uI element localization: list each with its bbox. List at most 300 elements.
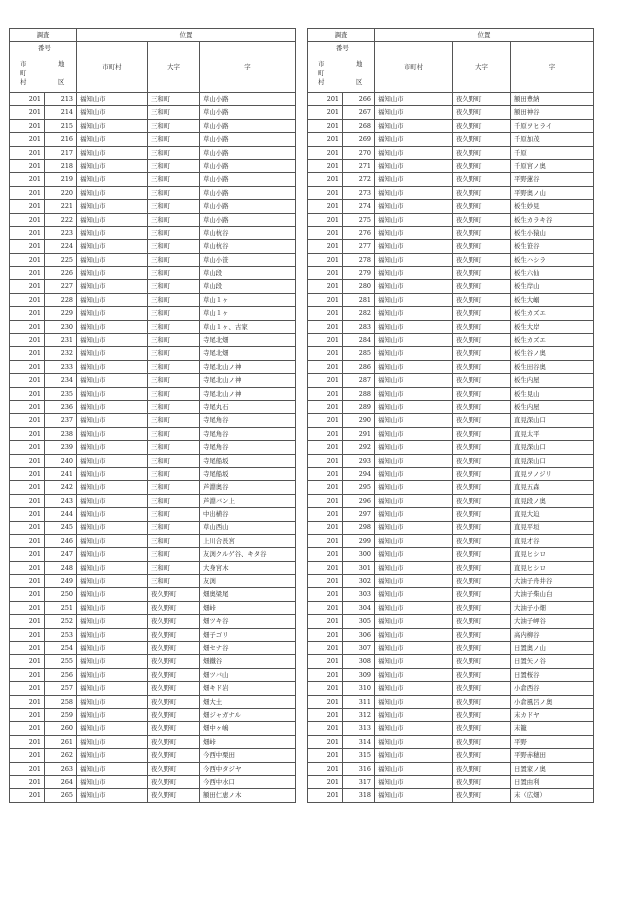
cell-municipality: 福知山市 bbox=[375, 200, 453, 213]
cell-oaza: 夜久野町 bbox=[453, 722, 511, 735]
cell-oaza: 夜久野町 bbox=[148, 735, 200, 748]
cell-city-code: 201 bbox=[10, 320, 45, 333]
cell-oaza: 夜久野町 bbox=[148, 789, 200, 802]
cell-aza: 畑峠 bbox=[200, 601, 296, 614]
header-mura: 村 bbox=[20, 78, 27, 86]
cell-oaza: 夜久野町 bbox=[453, 307, 511, 320]
cell-oaza: 夜久野町 bbox=[148, 722, 200, 735]
cell-municipality: 福知山市 bbox=[77, 240, 148, 253]
cell-oaza: 夜久野町 bbox=[453, 267, 511, 280]
cell-district-code: 301 bbox=[343, 561, 375, 574]
cell-city-code: 201 bbox=[10, 575, 45, 588]
cell-district-code: 275 bbox=[343, 213, 375, 226]
cell-district-code: 270 bbox=[343, 146, 375, 159]
table-row bbox=[308, 253, 594, 266]
cell-district-code: 299 bbox=[343, 534, 375, 547]
cell-district-code: 276 bbox=[343, 226, 375, 239]
cell-district-code: 259 bbox=[45, 708, 77, 721]
table-body-left bbox=[10, 93, 296, 803]
cell-municipality: 福知山市 bbox=[375, 601, 453, 614]
cell-municipality: 福知山市 bbox=[375, 267, 453, 280]
cell-city-code: 201 bbox=[308, 601, 343, 614]
table-row bbox=[10, 668, 296, 681]
cell-aza: 末籠 bbox=[511, 722, 594, 735]
cell-aza: 畑中ヶ嶋 bbox=[200, 722, 296, 735]
cell-city-code: 201 bbox=[308, 508, 343, 521]
cell-city-code: 201 bbox=[10, 213, 45, 226]
table-row bbox=[308, 762, 594, 775]
cell-oaza: 夜久野町 bbox=[453, 173, 511, 186]
cell-municipality: 福知山市 bbox=[375, 387, 453, 400]
cell-district-code: 263 bbox=[45, 762, 77, 775]
cell-district-code: 236 bbox=[45, 400, 77, 413]
cell-aza: 高内柳谷 bbox=[511, 628, 594, 641]
cell-oaza: 夜久野町 bbox=[453, 601, 511, 614]
cell-oaza: 夜久野町 bbox=[148, 708, 200, 721]
header-shichoson: 市町村 bbox=[77, 42, 148, 93]
table-row bbox=[10, 534, 296, 547]
cell-district-code: 262 bbox=[45, 749, 77, 762]
cell-district-code: 269 bbox=[343, 133, 375, 146]
cell-oaza: 夜久野町 bbox=[453, 494, 511, 507]
cell-city-code: 201 bbox=[308, 93, 343, 106]
cell-aza: 直見深山口 bbox=[511, 454, 594, 467]
table-row bbox=[308, 334, 594, 347]
cell-district-code: 253 bbox=[45, 628, 77, 641]
cell-district-code: 237 bbox=[45, 414, 77, 427]
cell-city-code: 201 bbox=[308, 253, 343, 266]
cell-district-code: 218 bbox=[45, 159, 77, 172]
header-bango: 番号 bbox=[38, 44, 51, 52]
cell-aza: 寺尾角谷 bbox=[200, 427, 296, 440]
cell-municipality: 福知山市 bbox=[77, 548, 148, 561]
survey-table-right bbox=[307, 28, 594, 803]
table-row bbox=[308, 320, 594, 333]
cell-city-code: 201 bbox=[308, 347, 343, 360]
cell-city-code: 201 bbox=[10, 508, 45, 521]
cell-municipality: 福知山市 bbox=[77, 695, 148, 708]
header-shi: 市 bbox=[20, 60, 27, 68]
cell-municipality: 福知山市 bbox=[375, 454, 453, 467]
cell-aza: 平野赤穂田 bbox=[511, 749, 594, 762]
cell-city-code: 201 bbox=[10, 749, 45, 762]
cell-municipality: 福知山市 bbox=[375, 789, 453, 802]
cell-city-code: 201 bbox=[308, 722, 343, 735]
cell-oaza: 夜久野町 bbox=[453, 240, 511, 253]
cell-aza: 寺尾丸石 bbox=[200, 400, 296, 413]
cell-municipality: 福知山市 bbox=[77, 106, 148, 119]
cell-city-code: 201 bbox=[308, 575, 343, 588]
cell-oaza: 夜久野町 bbox=[148, 682, 200, 695]
cell-aza: 日置桜谷 bbox=[511, 668, 594, 681]
table-row bbox=[10, 548, 296, 561]
cell-municipality: 福知山市 bbox=[77, 642, 148, 655]
cell-district-code: 264 bbox=[45, 775, 77, 788]
cell-district-code: 311 bbox=[343, 695, 375, 708]
table-row bbox=[10, 119, 296, 132]
cell-oaza: 夜久野町 bbox=[453, 534, 511, 547]
cell-city-code: 201 bbox=[10, 133, 45, 146]
table-row bbox=[308, 360, 594, 373]
cell-aza: 直見五森 bbox=[511, 481, 594, 494]
cell-city-code: 201 bbox=[308, 119, 343, 132]
cell-municipality: 福知山市 bbox=[77, 588, 148, 601]
cell-district-code: 267 bbox=[343, 106, 375, 119]
cell-municipality: 福知山市 bbox=[77, 508, 148, 521]
cell-municipality: 福知山市 bbox=[77, 267, 148, 280]
cell-city-code: 201 bbox=[10, 387, 45, 400]
table-row bbox=[10, 414, 296, 427]
table-row bbox=[308, 628, 594, 641]
cell-oaza: 三和町 bbox=[148, 414, 200, 427]
header-mura: 村 bbox=[318, 78, 325, 86]
table-row bbox=[308, 521, 594, 534]
cell-oaza: 三和町 bbox=[148, 240, 200, 253]
cell-oaza: 夜久野町 bbox=[453, 146, 511, 159]
cell-aza: 板生カズエ bbox=[511, 307, 594, 320]
cell-city-code: 201 bbox=[10, 441, 45, 454]
cell-oaza: 夜久野町 bbox=[453, 682, 511, 695]
cell-city-code: 201 bbox=[10, 226, 45, 239]
table-row bbox=[308, 588, 594, 601]
cell-district-code: 261 bbox=[45, 735, 77, 748]
cell-municipality: 福知山市 bbox=[77, 655, 148, 668]
cell-municipality: 福知山市 bbox=[77, 400, 148, 413]
cell-aza: 直見段ノ奥 bbox=[511, 494, 594, 507]
table-row bbox=[308, 213, 594, 226]
cell-district-code: 214 bbox=[45, 106, 77, 119]
header-chosa-text: 調査 bbox=[334, 30, 348, 39]
cell-city-code: 201 bbox=[10, 668, 45, 681]
cell-district-code: 278 bbox=[343, 253, 375, 266]
cell-oaza: 三和町 bbox=[148, 508, 200, 521]
header-chi: 地 bbox=[58, 60, 65, 68]
cell-district-code: 285 bbox=[343, 347, 375, 360]
cell-oaza: 三和町 bbox=[148, 521, 200, 534]
cell-oaza: 夜久野町 bbox=[453, 642, 511, 655]
cell-aza: 板生六仙 bbox=[511, 267, 594, 280]
cell-district-code: 318 bbox=[343, 789, 375, 802]
cell-municipality: 福知山市 bbox=[77, 467, 148, 480]
cell-municipality: 福知山市 bbox=[375, 360, 453, 373]
cell-city-code: 201 bbox=[308, 789, 343, 802]
cell-aza: 平野奥ノ山 bbox=[511, 186, 594, 199]
table-row bbox=[10, 735, 296, 748]
cell-municipality: 福知山市 bbox=[77, 374, 148, 387]
cell-district-code: 288 bbox=[343, 387, 375, 400]
cell-aza: 草山小路 bbox=[200, 93, 296, 106]
cell-municipality: 福知山市 bbox=[77, 307, 148, 320]
cell-municipality: 福知山市 bbox=[77, 320, 148, 333]
table-row bbox=[308, 173, 594, 186]
cell-aza: 平野 bbox=[511, 735, 594, 748]
table-row bbox=[10, 173, 296, 186]
table-row bbox=[10, 374, 296, 387]
cell-municipality: 福知山市 bbox=[77, 775, 148, 788]
cell-district-code: 246 bbox=[45, 534, 77, 547]
cell-city-code: 201 bbox=[308, 360, 343, 373]
cell-city-code: 201 bbox=[308, 374, 343, 387]
cell-oaza: 夜久野町 bbox=[453, 615, 511, 628]
cell-oaza: 夜久野町 bbox=[453, 280, 511, 293]
cell-aza: 畑奥梁尾 bbox=[200, 588, 296, 601]
cell-aza: 今西中タジヤ bbox=[200, 762, 296, 775]
cell-municipality: 福知山市 bbox=[77, 186, 148, 199]
header-chi: 地 bbox=[356, 60, 363, 68]
cell-municipality: 福知山市 bbox=[77, 534, 148, 547]
cell-oaza: 夜久野町 bbox=[453, 387, 511, 400]
table-row bbox=[308, 682, 594, 695]
cell-aza: 寺尾船坂 bbox=[200, 454, 296, 467]
cell-oaza: 三和町 bbox=[148, 267, 200, 280]
cell-oaza: 三和町 bbox=[148, 320, 200, 333]
cell-oaza: 三和町 bbox=[148, 360, 200, 373]
cell-district-code: 255 bbox=[45, 655, 77, 668]
cell-oaza: 夜久野町 bbox=[453, 508, 511, 521]
cell-oaza: 夜久野町 bbox=[453, 374, 511, 387]
cell-aza: 直見太平 bbox=[511, 427, 594, 440]
cell-aza: 畑セナ谷 bbox=[200, 642, 296, 655]
cell-municipality: 福知山市 bbox=[375, 668, 453, 681]
cell-municipality: 福知山市 bbox=[375, 521, 453, 534]
cell-oaza: 三和町 bbox=[148, 481, 200, 494]
cell-oaza: 夜久野町 bbox=[453, 200, 511, 213]
cell-aza: 草山西山 bbox=[200, 521, 296, 534]
cell-oaza: 夜久野町 bbox=[453, 521, 511, 534]
cell-aza: 小倉風呂ノ奥 bbox=[511, 695, 594, 708]
cell-oaza: 夜久野町 bbox=[453, 293, 511, 306]
table-row bbox=[10, 749, 296, 762]
cell-oaza: 三和町 bbox=[148, 387, 200, 400]
cell-aza: 草山段 bbox=[200, 267, 296, 280]
cell-aza: 草山段 bbox=[200, 280, 296, 293]
cell-aza: 板生小猿山 bbox=[511, 226, 594, 239]
cell-municipality: 福知山市 bbox=[77, 93, 148, 106]
table-row bbox=[308, 200, 594, 213]
cell-city-code: 201 bbox=[308, 695, 343, 708]
cell-oaza: 三和町 bbox=[148, 575, 200, 588]
cell-oaza: 夜久野町 bbox=[453, 133, 511, 146]
cell-aza: 畑峠 bbox=[200, 735, 296, 748]
cell-oaza: 夜久野町 bbox=[453, 347, 511, 360]
table-row bbox=[10, 454, 296, 467]
cell-district-code: 213 bbox=[45, 93, 77, 106]
cell-aza: 寺尾船坂 bbox=[200, 467, 296, 480]
cell-city-code: 201 bbox=[10, 93, 45, 106]
table-body-right bbox=[308, 93, 594, 803]
cell-oaza: 三和町 bbox=[148, 534, 200, 547]
cell-aza: 寺尾角谷 bbox=[200, 441, 296, 454]
table-row bbox=[10, 334, 296, 347]
cell-city-code: 201 bbox=[308, 481, 343, 494]
cell-city-code: 201 bbox=[10, 414, 45, 427]
cell-city-code: 201 bbox=[10, 360, 45, 373]
cell-district-code: 241 bbox=[45, 467, 77, 480]
cell-district-code: 277 bbox=[343, 240, 375, 253]
cell-aza: 板生妙見 bbox=[511, 200, 594, 213]
cell-district-code: 316 bbox=[343, 762, 375, 775]
cell-district-code: 313 bbox=[343, 722, 375, 735]
cell-city-code: 201 bbox=[308, 133, 343, 146]
cell-city-code: 201 bbox=[308, 427, 343, 440]
cell-city-code: 201 bbox=[308, 226, 343, 239]
cell-district-code: 247 bbox=[45, 548, 77, 561]
cell-city-code: 201 bbox=[308, 213, 343, 226]
cell-aza: 直見深山口 bbox=[511, 414, 594, 427]
table-row bbox=[308, 481, 594, 494]
cell-oaza: 夜久野町 bbox=[453, 575, 511, 588]
table-row bbox=[308, 615, 594, 628]
table-row bbox=[10, 267, 296, 280]
cell-district-code: 242 bbox=[45, 481, 77, 494]
cell-district-code: 254 bbox=[45, 642, 77, 655]
cell-city-code: 201 bbox=[10, 655, 45, 668]
cell-district-code: 296 bbox=[343, 494, 375, 507]
cell-municipality: 福知山市 bbox=[375, 307, 453, 320]
cell-oaza: 夜久野町 bbox=[453, 186, 511, 199]
cell-municipality: 福知山市 bbox=[375, 481, 453, 494]
cell-district-code: 295 bbox=[343, 481, 375, 494]
cell-aza: 千原宮ノ奥 bbox=[511, 159, 594, 172]
cell-oaza: 夜久野町 bbox=[453, 548, 511, 561]
table-row bbox=[10, 133, 296, 146]
cell-municipality: 福知山市 bbox=[375, 642, 453, 655]
cell-aza: 大油子舟井谷 bbox=[511, 575, 594, 588]
header-ichi bbox=[77, 29, 296, 42]
cell-municipality: 福知山市 bbox=[77, 293, 148, 306]
cell-district-code: 248 bbox=[45, 561, 77, 574]
cell-oaza: 夜久野町 bbox=[453, 334, 511, 347]
cell-district-code: 297 bbox=[343, 508, 375, 521]
cell-municipality: 福知山市 bbox=[77, 159, 148, 172]
table-row bbox=[308, 159, 594, 172]
cell-city-code: 201 bbox=[10, 521, 45, 534]
cell-aza: 寺尾角谷 bbox=[200, 414, 296, 427]
cell-oaza: 夜久野町 bbox=[453, 695, 511, 708]
table-row bbox=[308, 789, 594, 802]
table-row bbox=[10, 240, 296, 253]
cell-municipality: 福知山市 bbox=[375, 173, 453, 186]
cell-district-code: 304 bbox=[343, 601, 375, 614]
cell-district-code: 223 bbox=[45, 226, 77, 239]
cell-aza: 小倉西谷 bbox=[511, 682, 594, 695]
cell-oaza: 三和町 bbox=[148, 467, 200, 480]
cell-aza: 草山小路 bbox=[200, 133, 296, 146]
cell-city-code: 201 bbox=[308, 106, 343, 119]
cell-city-code: 201 bbox=[308, 561, 343, 574]
cell-oaza: 三和町 bbox=[148, 119, 200, 132]
cell-municipality: 福知山市 bbox=[375, 253, 453, 266]
cell-oaza: 三和町 bbox=[148, 213, 200, 226]
cell-aza: 末（広畑） bbox=[511, 789, 594, 802]
cell-municipality: 福知山市 bbox=[77, 119, 148, 132]
cell-city-code: 201 bbox=[308, 615, 343, 628]
cell-oaza: 夜久野町 bbox=[453, 655, 511, 668]
cell-district-code: 294 bbox=[343, 467, 375, 480]
cell-aza: 板生大岸 bbox=[511, 320, 594, 333]
cell-municipality: 福知山市 bbox=[375, 655, 453, 668]
table-row bbox=[10, 642, 296, 655]
cell-city-code: 201 bbox=[10, 374, 45, 387]
cell-city-code: 201 bbox=[308, 735, 343, 748]
cell-city-code: 201 bbox=[10, 307, 45, 320]
cell-aza: 草山小路 bbox=[200, 146, 296, 159]
cell-city-code: 201 bbox=[10, 762, 45, 775]
table-row bbox=[308, 534, 594, 547]
cell-city-code: 201 bbox=[308, 240, 343, 253]
table-row bbox=[10, 481, 296, 494]
cell-aza: 畑大土 bbox=[200, 695, 296, 708]
cell-district-code: 279 bbox=[343, 267, 375, 280]
cell-municipality: 福知山市 bbox=[375, 146, 453, 159]
cell-district-code: 283 bbox=[343, 320, 375, 333]
table-row bbox=[10, 722, 296, 735]
cell-district-code: 220 bbox=[45, 186, 77, 199]
cell-district-code: 282 bbox=[343, 307, 375, 320]
table-row bbox=[10, 400, 296, 413]
cell-municipality: 福知山市 bbox=[77, 789, 148, 802]
table-row bbox=[10, 775, 296, 788]
cell-city-code: 201 bbox=[10, 293, 45, 306]
table-row bbox=[10, 762, 296, 775]
cell-oaza: 三和町 bbox=[148, 200, 200, 213]
table-row bbox=[308, 374, 594, 387]
cell-municipality: 福知山市 bbox=[77, 213, 148, 226]
cell-district-code: 268 bbox=[343, 119, 375, 132]
cell-municipality: 福知山市 bbox=[375, 695, 453, 708]
cell-aza: 寺尾北畑 bbox=[200, 334, 296, 347]
cell-municipality: 福知山市 bbox=[77, 200, 148, 213]
cell-district-code: 240 bbox=[45, 454, 77, 467]
cell-aza: 寺尾北山ノ神 bbox=[200, 360, 296, 373]
cell-aza: 寺尾北山ノ神 bbox=[200, 387, 296, 400]
cell-oaza: 夜久野町 bbox=[453, 320, 511, 333]
survey-table-left bbox=[9, 28, 296, 803]
cell-municipality: 福知山市 bbox=[77, 601, 148, 614]
table-row bbox=[308, 133, 594, 146]
cell-oaza: 三和町 bbox=[148, 159, 200, 172]
table-row bbox=[308, 106, 594, 119]
cell-city-code: 201 bbox=[308, 454, 343, 467]
cell-city-code: 201 bbox=[10, 186, 45, 199]
cell-aza: 大身宮木 bbox=[200, 561, 296, 574]
cell-municipality: 福知山市 bbox=[77, 441, 148, 454]
cell-city-code: 201 bbox=[10, 427, 45, 440]
table-row bbox=[10, 307, 296, 320]
cell-oaza: 夜久野町 bbox=[453, 454, 511, 467]
cell-aza: 草山小路 bbox=[200, 106, 296, 119]
cell-district-code: 215 bbox=[45, 119, 77, 132]
cell-aza: 千原 bbox=[511, 146, 594, 159]
table-row bbox=[308, 655, 594, 668]
cell-district-code: 219 bbox=[45, 173, 77, 186]
cell-aza: 直見平垣 bbox=[511, 521, 594, 534]
cell-municipality: 福知山市 bbox=[77, 226, 148, 239]
table-row bbox=[10, 387, 296, 400]
cell-oaza: 夜久野町 bbox=[453, 749, 511, 762]
cell-district-code: 306 bbox=[343, 628, 375, 641]
cell-city-code: 201 bbox=[308, 762, 343, 775]
cell-city-code: 201 bbox=[10, 588, 45, 601]
cell-oaza: 三和町 bbox=[148, 226, 200, 239]
header-code-cell bbox=[308, 42, 375, 93]
cell-oaza: 三和町 bbox=[148, 441, 200, 454]
cell-aza: 板生田谷奥 bbox=[511, 360, 594, 373]
table-row bbox=[308, 494, 594, 507]
table-row bbox=[10, 320, 296, 333]
table-row bbox=[308, 427, 594, 440]
cell-municipality: 福知山市 bbox=[77, 454, 148, 467]
